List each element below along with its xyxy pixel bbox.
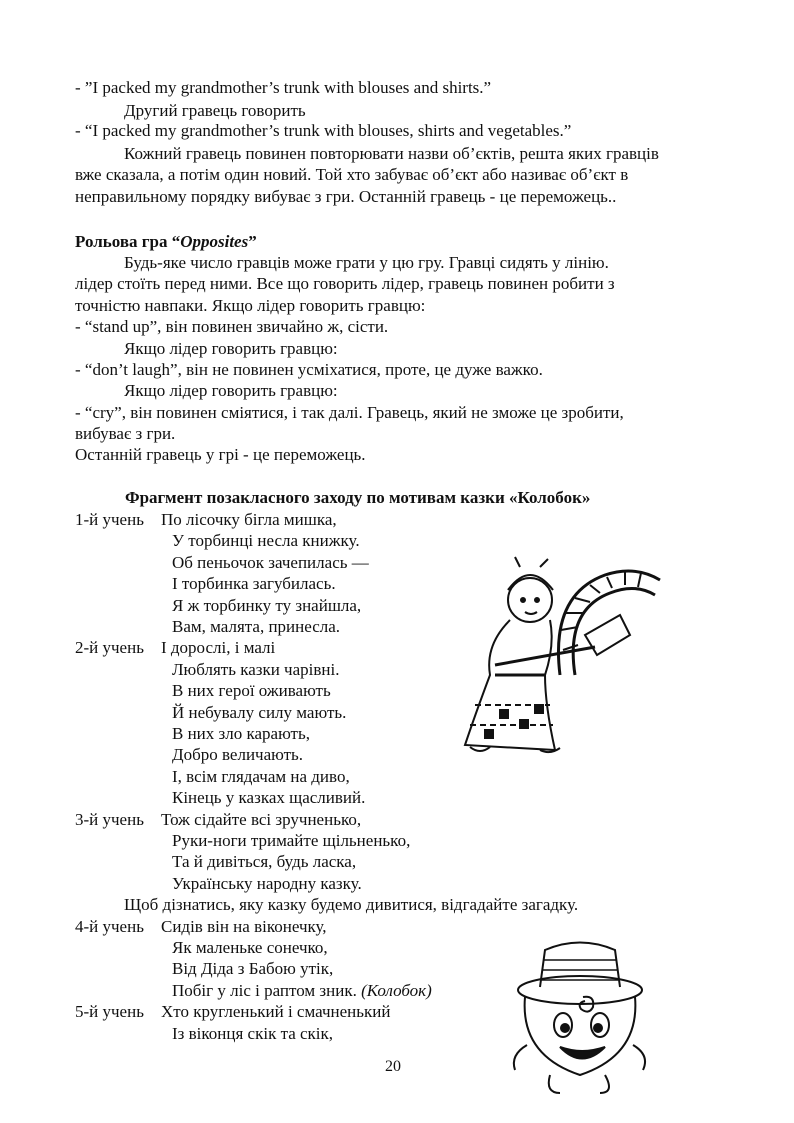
opposites-heading-suffix: ” <box>248 232 257 251</box>
verse-line: Добро величають. <box>172 745 304 764</box>
intro-line-1: - ”I packed my grandmother’s trunk with blouses and shirts.” <box>75 78 492 97</box>
verse-line: В них зло карають, <box>172 724 310 743</box>
verse-line: Українську народну казку. <box>172 874 362 893</box>
verse-line: Руки-ноги тримайте щільненько, <box>172 831 411 850</box>
verse-line: Сидів він на віконечку, <box>161 917 327 936</box>
verse-line: І торбинка загубилась. <box>172 574 336 593</box>
speaker-5-line <box>75 1002 390 1022</box>
opposites-line-7: Якщо лідер говорить гравцю: <box>124 381 338 400</box>
verse-line: Як маленьке сонечко, <box>172 938 328 957</box>
speaker-1-label: 1-й учень <box>75 510 144 529</box>
speaker-3-label: 3-й учень <box>75 810 144 829</box>
verse-line: Тож сідайте всі зручненько, <box>161 810 362 829</box>
speaker-5-label: 5-й учень <box>75 1002 144 1021</box>
verse-line <box>172 981 432 1001</box>
opposites-line-4: - “stand up”, він повинен звичайно ж, сісти. <box>75 317 389 336</box>
opposites-line-2: лідер стоїть перед ними. Все що говорить лідер, гравець повинен робити з <box>75 274 615 293</box>
verse-line: Об пеньочок зачепилась — <box>172 553 369 572</box>
verse-line: Кінець у казках щасливий. <box>172 788 366 807</box>
verse-line: Люблять казки чарівні. <box>172 660 340 679</box>
speaker-4-line <box>75 917 327 937</box>
opposites-line-6: - “don’t laugh”, він не повинен усміхатися, проте, це дуже важко. <box>75 360 543 379</box>
intro-line-6: неправильному порядку вибуває з гри. Останній гравець - це переможець.. <box>75 187 617 206</box>
opposites-line-1: Будь-яке число гравців може грати у цю гру. Гравці сидять у лінію. <box>124 253 609 272</box>
speaker-4-label: 4-й учень <box>75 917 144 936</box>
intro-line-2: Другий гравець говорить <box>124 101 306 120</box>
opposites-line-3: точністю навпаки. Якщо лідер говорить гравцю: <box>75 296 426 315</box>
speaker-2-label: 2-й учень <box>75 638 144 657</box>
verse-line: Хто кругленький і смачненький <box>161 1002 391 1021</box>
speaker-2-line <box>75 638 275 658</box>
verse-line: І, всім глядачам на диво, <box>172 767 350 786</box>
intro-line-3: - “I packed my grandmother’s trunk with blouses, shirts and vegetables.” <box>75 121 572 140</box>
intro-line-4: Кожний гравець повинен повторювати назви об’єктів, решта яких гравців <box>124 144 659 163</box>
verse-line: Вам, малята, принесла. <box>172 617 341 636</box>
intro-line-5: вже сказала, а потім один новий. Той хто забуває об’єкт або називає об’єкт в <box>75 165 629 184</box>
verse-line: В них герої оживають <box>172 681 331 700</box>
verse-line: І дорослі, і малі <box>161 638 276 657</box>
verse-line: Та й дивіться, будь ласка, <box>172 852 357 871</box>
riddle-answer: (Колобок) <box>361 981 432 1000</box>
kolobok-illustration <box>505 935 655 1100</box>
verse-line: Я ж торбинку ту знайшла, <box>172 596 362 615</box>
verse-line: У торбинці несла книжку. <box>172 531 360 550</box>
opposites-line-10: Останній гравець у грі - це переможець. <box>75 445 366 464</box>
speaker-3-line <box>75 810 361 830</box>
riddle-intro: Щоб дізнатись, яку казку будемо дивитися, відгадайте загадку. <box>124 895 579 914</box>
opposites-line-5: Якщо лідер говорить гравцю: <box>124 339 338 358</box>
verse-text: Побіг у ліс і раптом зник. <box>172 981 357 1000</box>
page-number: 20 <box>385 1058 401 1075</box>
verse-line: Із віконця скік та скік, <box>172 1024 334 1043</box>
grandmother-illustration <box>445 555 670 755</box>
verse-line: Й небувалу силу мають. <box>172 703 347 722</box>
opposites-heading-prefix: Рольова гра “ <box>75 232 181 251</box>
fragment-heading: Фрагмент позакласного заходу по мотивам казки «Колобок» <box>125 488 591 507</box>
opposites-heading <box>75 232 257 252</box>
opposites-line-8: - “cry”, він повинен сміятися, і так далі. Гравець, який не зможе це зробити, <box>75 403 624 422</box>
verse-line: Від Діда з Бабою утік, <box>172 959 334 978</box>
verse-line: По лісочку бігла мишка, <box>161 510 337 529</box>
speaker-1-line <box>75 510 337 530</box>
opposites-line-9: вибуває з гри. <box>75 424 176 443</box>
opposites-heading-game: Opposites <box>180 232 249 251</box>
